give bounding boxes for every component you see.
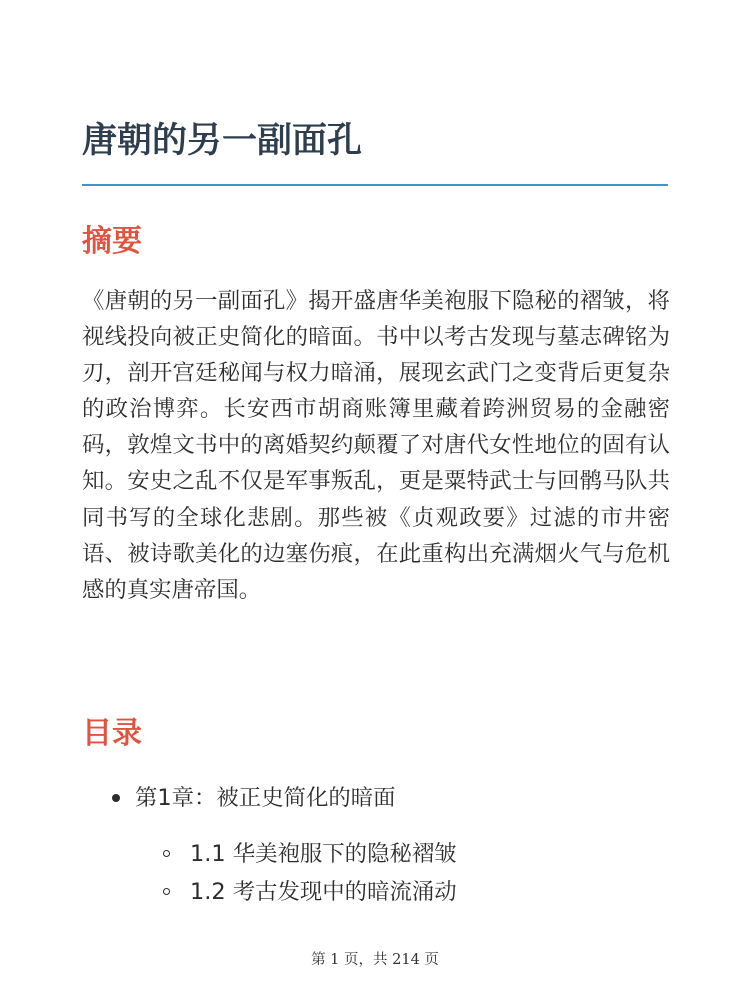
toc-section-label: 1.1 华美袍服下的隐秘褶皱 xyxy=(190,841,457,867)
bullet-circle-icon xyxy=(163,888,170,895)
toc-chapter-1[interactable] xyxy=(82,778,668,818)
toc-chapter-label: 第1章：被正史简化的暗面 xyxy=(135,785,396,811)
abstract-heading: 摘要 xyxy=(82,224,142,259)
document-page xyxy=(82,0,668,1000)
toc-section-1-1[interactable] xyxy=(82,835,668,873)
table-of-contents xyxy=(82,778,668,911)
document-title: 唐朝的另一副面孔 xyxy=(82,121,363,161)
bullet-circle-icon xyxy=(163,850,170,857)
title-divider xyxy=(82,184,668,186)
toc-section-label: 1.2 考古发现中的暗流涌动 xyxy=(190,879,457,905)
toc-heading: 目录 xyxy=(82,716,142,751)
toc-chapter-1-sections xyxy=(82,835,668,911)
bullet-disc-icon xyxy=(112,794,120,802)
page-footer: 第 1 页，共 214 页 xyxy=(311,952,439,968)
toc-section-1-2[interactable] xyxy=(82,873,668,911)
abstract-paragraph: 《唐朝的另一副面孔》揭开盛唐华美袍服下隐秘的褶皱，将视线投向被正史简化的暗面。书中以考古发现与墓志碑铭为刃，剖开宫廷秘闻与权力暗涌，展现玄武门之变背后更复杂的政治博弈。长安西市胡商账簿里藏着跨洲贸易的金融密码，敦煌文书中的离婚契约颠覆了对唐代女性地位的固有认知。安史之乱不仅是军事叛乱，更是粟特武士与回鹘马队共同书写的全球化悲剧。那些被《贞观政要》过滤的市井密语、被诗歌美化的边塞伤痕，在此重构出充满烟火气与危机感的真实唐帝国。 xyxy=(82,288,670,603)
